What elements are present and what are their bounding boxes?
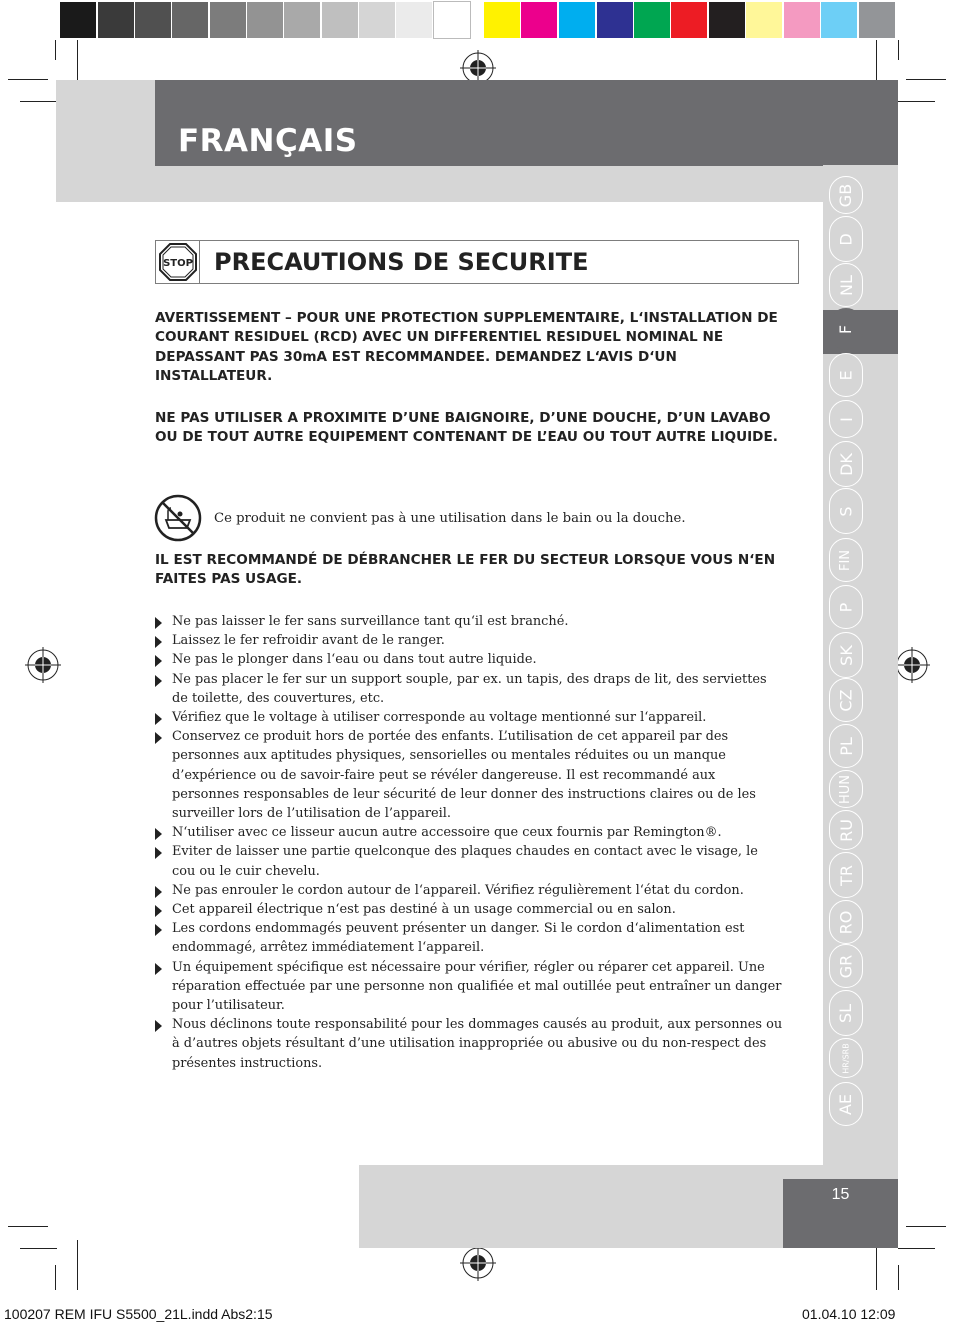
list-item-text: Ne pas le plonger dans l‘eau ou dans tout autre liquide.: [172, 652, 537, 668]
list-item: [155, 708, 785, 727]
section-divider: [199, 240, 200, 284]
no-bath-icon: [154, 494, 202, 542]
list-item-text: Un équipement spécifique est nécessaire pour vérifier, régler ou réparer cet appareil. Une réparation effectuée par une personne non qualifiée et mal outillée peut entraîner un danger pour l’utilisateur.: [172, 959, 782, 1014]
language-tab-ro[interactable]: [829, 900, 863, 944]
language-tab-s[interactable]: [829, 488, 863, 534]
bullet-arrow-icon: [155, 924, 162, 936]
crop-mark: [8, 1226, 48, 1227]
color-swatch: [671, 2, 707, 38]
language-tab-p[interactable]: [829, 585, 863, 629]
language-tab-label: GR: [836, 954, 856, 978]
bullet-arrow-icon: [155, 713, 162, 725]
language-tab-label: S: [836, 505, 856, 517]
color-swatch: [247, 2, 283, 38]
crop-mark: [898, 101, 935, 102]
list-item: [155, 650, 785, 669]
section-title: PRECAUTIONS DE SECURITE: [214, 248, 589, 276]
bath-note: Ce produit ne convient pas à une utilisation dans le bain ou la douche.: [214, 511, 686, 526]
crop-mark: [898, 40, 899, 60]
unplug-warning: IL EST RECOMMANDÉ DE DÉBRANCHER LE FER DU SECTEUR LORSQUE VOUS N‘EN FAITES PAS USAGE.: [155, 552, 776, 588]
language-tab-label: PL: [836, 736, 856, 756]
color-swatch: [859, 2, 895, 38]
language-tab-label: AE: [836, 1093, 856, 1115]
language-tab-nl[interactable]: [829, 263, 863, 307]
list-item-text: Eviter de laisser une partie quelconque des plaques chaudes en contact avec le visage, le cou ou le cuir chevelu.: [172, 844, 758, 879]
print-file-label: 100207 REM IFU S5500_21L.indd Abs2:15: [4, 1306, 273, 1322]
crop-mark: [77, 1240, 78, 1290]
list-item: [155, 1015, 785, 1073]
language-tab-label: RU: [836, 818, 856, 842]
water-warning: NE PAS UTILISER A PROXIMITE D’UNE BAIGNOIRE, D’UNE DOUCHE, D’UN LAVABO OU DE TOUT AUTRE EQUIPEMENT CONTENANT DE L’EAU OU TOUT AUTRE LIQUIDE.: [155, 410, 778, 446]
bullet-arrow-icon: [155, 1020, 162, 1032]
color-swatch: [821, 2, 857, 38]
language-tab-gr[interactable]: [829, 944, 863, 988]
color-swatch: [172, 2, 208, 38]
color-swatch: [746, 2, 782, 38]
list-item-text: Ne pas laisser le fer sans surveillance tant qu‘il est branché.: [172, 614, 569, 629]
bullet-arrow-icon: [155, 963, 162, 975]
language-tab-e[interactable]: [829, 353, 863, 397]
crop-mark: [906, 1226, 946, 1227]
bullet-arrow-icon: [155, 675, 162, 687]
list-item-text: Laissez le fer refroidir avant de le ranger.: [172, 633, 445, 649]
color-swatch: [210, 2, 246, 38]
language-tab-label: TR: [836, 864, 856, 886]
bullet-arrow-icon: [155, 655, 162, 667]
language-tab-label: GB: [836, 183, 856, 207]
stop-sign-icon: [159, 243, 197, 281]
language-tab-label: DK: [836, 452, 856, 476]
registration-target-icon: [894, 647, 930, 683]
language-tab-f[interactable]: [829, 308, 863, 350]
color-swatch: [709, 2, 745, 38]
language-tab-sk[interactable]: [829, 632, 863, 678]
list-item: [155, 727, 785, 823]
list-item-text: Ne pas placer le fer sur un support souple, par ex. un tapis, des draps de lit, des serviettes de toilette, des couvertures, etc.: [172, 671, 767, 706]
language-tab-i[interactable]: [829, 400, 863, 438]
list-item-text: Ne pas enrouler le cordon autour de l‘appareil. Vérifiez régulièrement l‘état du cordon.: [172, 882, 744, 898]
bullet-arrow-icon: [155, 617, 162, 629]
color-swatch: [521, 2, 557, 38]
crop-mark: [55, 40, 56, 60]
svg-text:STOP: STOP: [163, 258, 193, 269]
color-swatch: [784, 2, 820, 38]
language-tab-label: SL: [836, 1003, 856, 1023]
language-tab-label: E: [836, 369, 856, 381]
bullet-arrow-icon: [155, 636, 162, 648]
registration-target-icon: [460, 1245, 496, 1281]
crop-mark: [20, 101, 57, 102]
list-item-text: N‘utiliser avec ce lisseur aucun autre accessoire que ceux fournis par Remington®.: [172, 825, 722, 841]
crop-mark: [55, 1265, 56, 1290]
crop-mark: [8, 79, 48, 80]
color-swatch: [284, 2, 320, 38]
list-item: [155, 919, 785, 957]
language-tab-label: F: [836, 324, 856, 334]
color-swatch: [359, 2, 395, 38]
language-tab-label: SK: [836, 644, 856, 666]
color-swatch: [434, 2, 470, 38]
bullet-arrow-icon: [155, 905, 162, 917]
language-tab-ae[interactable]: [829, 1082, 863, 1126]
list-item: [155, 958, 785, 1016]
language-tab-cz[interactable]: [829, 678, 863, 722]
color-swatch: [322, 2, 358, 38]
color-swatch: [484, 2, 520, 38]
list-item: [155, 631, 785, 650]
list-item-text: Cet appareil électrique n‘est pas destiné à un usage commercial ou en salon.: [172, 902, 676, 918]
language-tab-dk[interactable]: [829, 441, 863, 487]
page-title: FRANÇAIS: [178, 123, 358, 159]
language-tab-d[interactable]: [829, 216, 863, 262]
language-tab-label: RO: [836, 910, 856, 934]
page-number: 15: [831, 1186, 850, 1203]
rcd-warning: AVERTISSEMENT – POUR UNE PROTECTION SUPPLEMENTAIRE, L‘INSTALLATION DE COURANT RESIDUEL (RCD) AVEC UN DIFFERENTIEL RESIDUEL NOMINAL NE DEPASSANT PAS 30mA EST RECOMMANDEE. DEMANDEZ L‘AVIS D‘UN INSTALLATEUR.: [155, 310, 778, 384]
registration-target-icon: [25, 647, 61, 683]
bullet-arrow-icon: [155, 886, 162, 898]
list-item: [155, 612, 785, 631]
color-swatch: [559, 2, 595, 38]
list-item: [155, 823, 785, 842]
color-swatch: [396, 2, 432, 38]
language-tab-label: P: [836, 602, 856, 612]
bullet-arrow-icon: [155, 828, 162, 840]
language-tab-fin[interactable]: [829, 538, 863, 582]
language-tab-label: D: [836, 232, 856, 246]
bullet-arrow-icon: [155, 732, 162, 744]
language-tab-label: CZ: [836, 688, 856, 712]
list-item: [155, 842, 785, 880]
crop-mark: [906, 79, 946, 80]
language-tab-label: HR/SRB: [841, 1042, 851, 1074]
list-item-text: Nous déclinons toute responsabilité pour les dommages causés au produit, aux personnes ou à d’autres objets résultant d’une utilisation inappropriée ou abusive ou du non-respect des présentes instructions.: [172, 1017, 783, 1071]
list-item-text: Les cordons endommagés peuvent présenter un danger. Si le cordon d‘alimentation est endommagé, arrêtez immédiatement l‘appareil.: [172, 921, 745, 956]
precaution-list: [155, 612, 785, 1073]
language-tab-label: NL: [836, 274, 856, 296]
crop-mark: [898, 1248, 935, 1249]
list-item: [155, 670, 785, 708]
list-item: [155, 881, 785, 900]
color-swatch: [634, 2, 670, 38]
crop-mark: [898, 1265, 899, 1290]
print-date-label: 01.04.10 12:09: [802, 1306, 896, 1322]
list-item-text: Vérifiez que le voltage à utiliser corresponde au voltage mentionné sur l‘appareil.: [172, 710, 707, 726]
crop-mark: [20, 1248, 57, 1249]
language-tab-sl[interactable]: [829, 990, 863, 1036]
language-tab-gb[interactable]: [829, 176, 863, 214]
language-tab-ru[interactable]: [829, 810, 863, 850]
language-tab-hr-srb[interactable]: [829, 1038, 863, 1078]
language-tab-pl[interactable]: [829, 724, 863, 768]
language-tab-label: I: [836, 416, 856, 422]
color-swatch: [60, 2, 96, 38]
list-item-text: Conservez ce produit hors de portée des enfants. L’utilisation de cet appareil par des personnes aux aptitudes physiques, sensorielles ou mentales réduites ou un manque d’expérience ou de savoir-faire peut se révéler dangereuse. Il est recommandé aux personnes responsables de leur sécurité de leur donner des instructions claires ou de les surveiller lors de l’utilisation de l’appareil.: [172, 729, 756, 822]
language-tab-label: FIN: [838, 549, 854, 571]
language-tab-label: HUN: [838, 774, 854, 804]
color-swatch: [135, 2, 171, 38]
color-swatch: [597, 2, 633, 38]
language-tab-tr[interactable]: [829, 852, 863, 898]
language-tab-hun[interactable]: [829, 770, 863, 808]
color-swatch: [98, 2, 134, 38]
list-item: [155, 900, 785, 919]
bullet-arrow-icon: [155, 847, 162, 859]
